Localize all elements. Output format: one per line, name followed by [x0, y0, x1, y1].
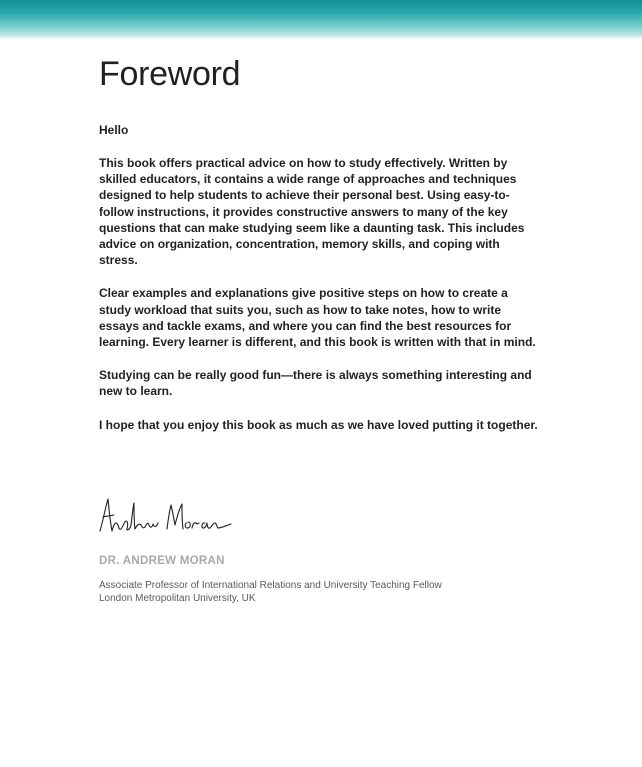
paragraph-4: I hope that you enjoy this book as much as we have loved putting it together.	[99, 417, 538, 432]
author-signature	[97, 495, 237, 539]
author-institution: London Metropolitan University, UK	[99, 592, 256, 604]
foreword-content	[99, 52, 539, 433]
paragraph-1: This book offers practical advice on how to study effectively. Written by skilled educators, it contains a wide range of approaches and techniques designed to help students to achieve their personal best. Using easy-to-follow instructions, it provides constructive answers to many of the key questions that can make studying seem like a daunting task. This includes advice on organization, concentration, memory skills, and coping with stress.	[99, 156, 525, 268]
paragraph-3: Studying can be really good fun—there is always something interesting and new to learn.	[99, 368, 532, 399]
paragraph-2: Clear examples and explanations give positive steps on how to create a study workload that suits you, such as how to take notes, how to write essays and tackle exams, and where you can find the best resources for learning. Every learner is different, and this book is written with that in mind.	[99, 286, 536, 350]
header-band	[0, 0, 642, 37]
greeting: Hello	[99, 123, 129, 137]
page-title: Foreword	[99, 55, 241, 93]
author-role-title: Associate Professor of International Relations and University Teaching Fellow	[99, 580, 442, 591]
author-role	[99, 580, 442, 605]
author-name: DR. ANDREW MORAN	[99, 555, 225, 567]
header-band-divider	[0, 37, 642, 39]
